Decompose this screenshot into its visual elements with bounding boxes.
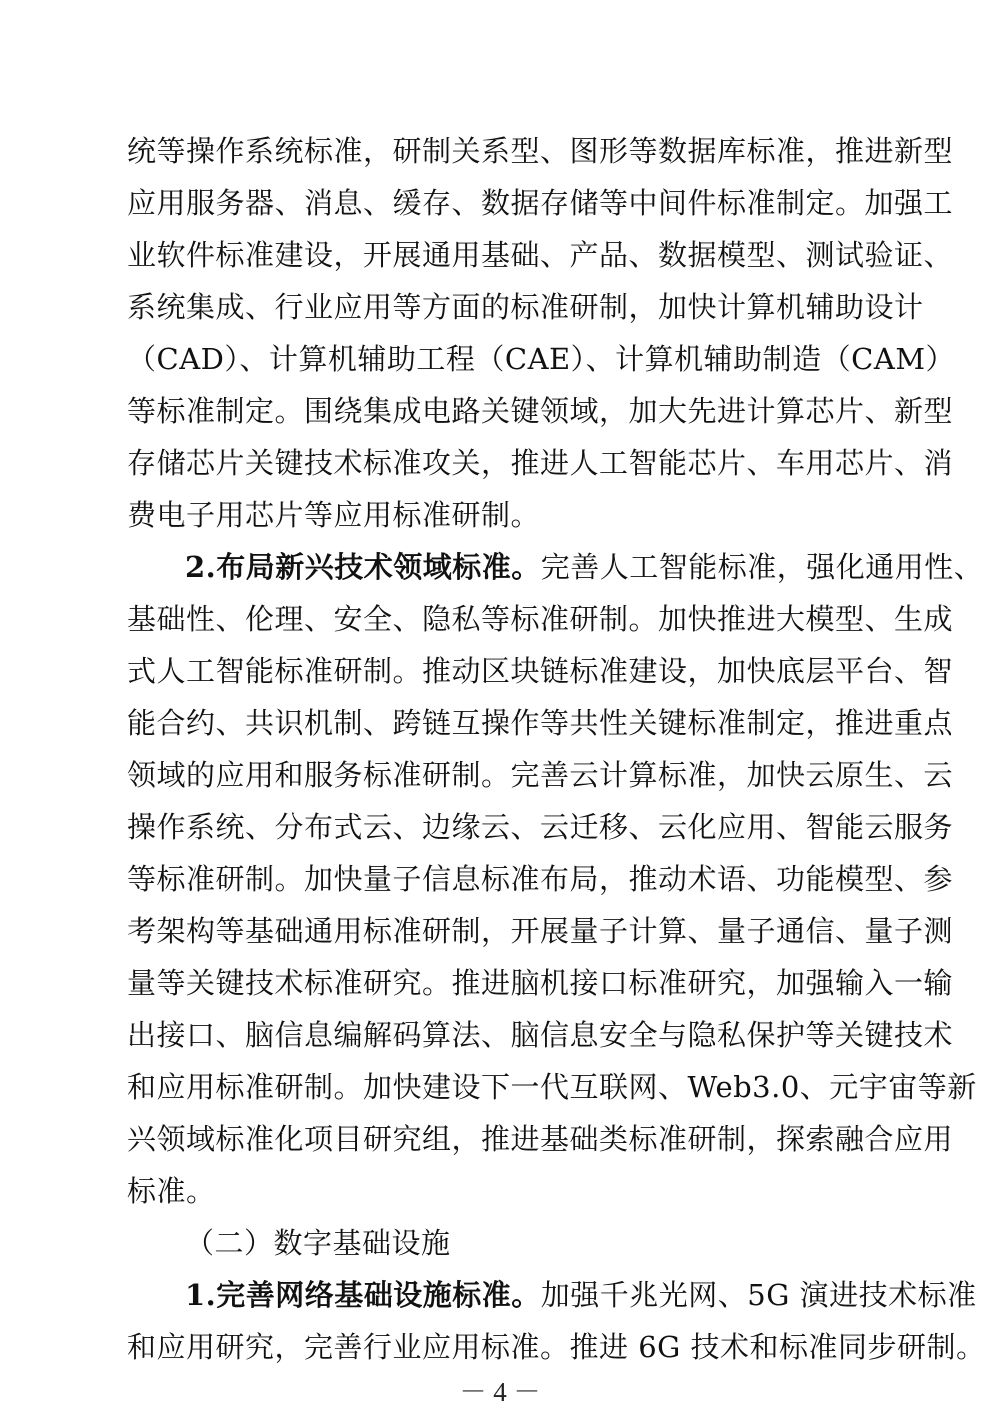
page-number: － 4 － — [459, 1377, 541, 1407]
body-text-line: 兴领域标准化项目研究组，推进基础类标准研制，探索融合应用 — [127, 1122, 954, 1156]
paragraph-heading: 2.布局新兴技术领域标准。 — [185, 550, 541, 584]
body-text-line: 系统集成、行业应用等方面的标准研制，加快计算机辅助设计 — [127, 290, 924, 324]
body-text: 完善人工智能标准，强化通用性、 — [540, 550, 984, 584]
body-text-line: 等标准制定。围绕集成电路关键领域，加大先进计算芯片、新型 — [127, 394, 954, 428]
paragraph-heading: 1.完善网络基础设施标准。 — [185, 1278, 541, 1312]
body-text-line: 和应用标准研制。加快建设下一代互联网、Web3.0、元宇宙等新 — [127, 1070, 977, 1104]
body-text-line: 业软件标准建设，开展通用基础、产品、数据模型、测试验证、 — [127, 238, 954, 272]
body-text-line: 应用服务器、消息、缓存、数据存储等中间件标准制定。加强工 — [127, 186, 954, 220]
body-text-line: 费电子用芯片等应用标准研制。 — [127, 498, 541, 532]
body-text-line: （CAD）、计算机辅助工程（CAE）、计算机辅助制造（CAM） — [127, 342, 956, 376]
body-text-line: 存储芯片关键技术标准攻关，推进人工智能芯片、车用芯片、消 — [127, 446, 954, 480]
body-text-line: 量等关键技术标准研究。推进脑机接口标准研究，加强输入一输 — [127, 966, 954, 1000]
body-text-line: 式人工智能标准研制。推动区块链标准建设，加快底层平台、智 — [127, 654, 954, 688]
body-text-line: 标准。 — [127, 1174, 216, 1208]
body-text-line: 出接口、脑信息编解码算法、脑信息安全与隐私保护等关键技术 — [127, 1018, 954, 1052]
paragraph-first-line — [185, 1269, 977, 1321]
section-heading: （二）数字基础设施 — [185, 1226, 451, 1260]
paragraph-first-line — [185, 541, 984, 593]
body-text: 加强千兆光网、5G 演进技术标准 — [540, 1278, 977, 1312]
body-text-line: 能合约、共识机制、跨链互操作等共性关键标准制定，推进重点 — [127, 706, 954, 740]
body-text-line: 等标准研制。加快量子信息标准布局，推动术语、功能模型、参 — [127, 862, 954, 896]
body-text-line: 和应用研究，完善行业应用标准。推进 6G 技术和标准同步研制。 — [127, 1330, 986, 1364]
body-text-line: 操作系统、分布式云、边缘云、云迁移、云化应用、智能云服务 — [127, 810, 954, 844]
body-text-line: 基础性、伦理、安全、隐私等标准研制。加快推进大模型、生成 — [127, 602, 954, 636]
body-text-line: 领域的应用和服务标准研制。完善云计算标准，加快云原生、云 — [127, 758, 954, 792]
body-text-line: 统等操作系统标准，研制关系型、图形等数据库标准，推进新型 — [127, 134, 954, 168]
body-text-line: 考架构等基础通用标准研制，开展量子计算、量子通信、量子测 — [127, 914, 954, 948]
